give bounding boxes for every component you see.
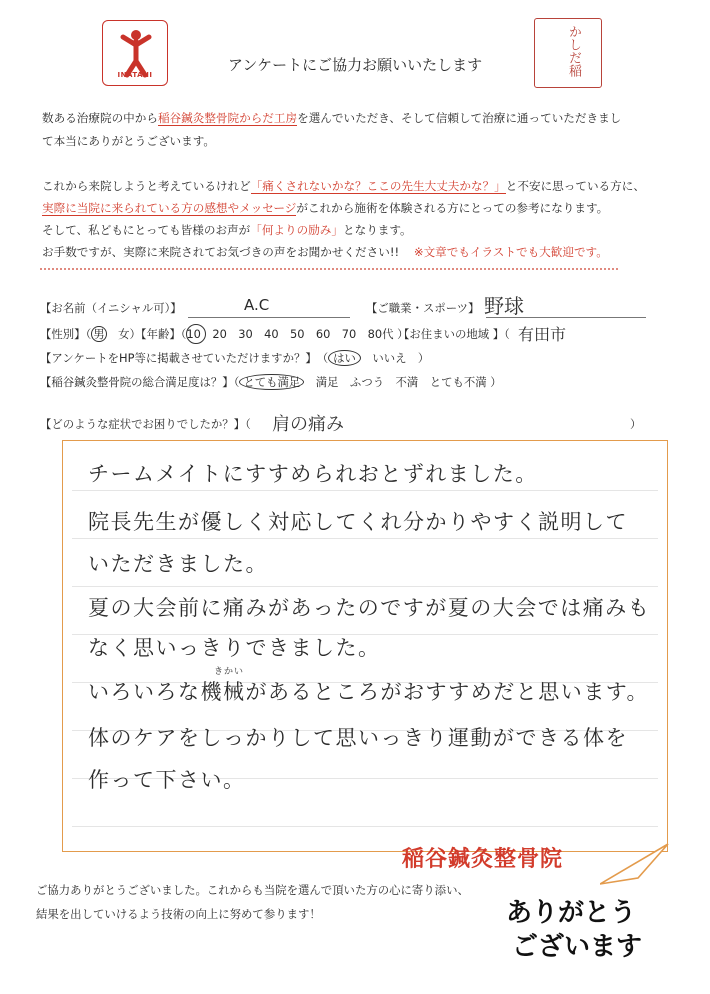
purpose-line-2: 実際に当院に来られている方の感想やメッセージがこれから施術を体験される方にとっての参考になります。 — [42, 201, 609, 215]
area-value: 有田市 — [518, 325, 567, 344]
welcome-note: ※文章でもイラストでも大歓迎です。 — [413, 245, 608, 259]
age-selected-circle — [186, 324, 206, 344]
card-rule — [72, 490, 658, 491]
logo-text: INATANI — [117, 71, 153, 79]
intro-line-1: 数ある治療院の中から稲谷鍼灸整骨院からだ工房を選んでいただき、そして信頼して治療に通っていただきまし — [42, 111, 622, 125]
clinic-name: 稲谷鍼灸整骨院 — [402, 847, 564, 872]
message-line: 体のケアをしっかりして思いっきり運動ができる体を — [88, 726, 628, 750]
symptom-close: ） — [630, 417, 642, 431]
sex-age-row: 【性別】（ 男 女）【年齢】（10 20 30 40 50 60 70 80代 ） — [40, 327, 409, 341]
message-line: 作って下さい。 — [88, 768, 246, 792]
folded-corner-icon — [600, 842, 672, 886]
purpose-line-1: これから来院しようと考えているけれど「痛くされないかな？ここの先生大丈夫かな？」と不安に思っている方に、 — [42, 179, 645, 193]
card-rule — [72, 826, 658, 827]
closing-line-2: 結果を出していけるよう技術の向上に努めて参ります！ — [36, 907, 321, 921]
message-line: チームメイトにすすめられおとずれました。 — [88, 462, 538, 486]
purpose-line-4: お手数ですが、実際に来院されてお気づきの声をお聞かせください!! ※文章でもイラストでも大歓迎です。 — [42, 245, 608, 259]
hanko-stamp — [534, 18, 602, 88]
symptom-value: 肩の痛み — [272, 414, 344, 435]
name-label: 【お名前（イニシャル可）】 — [40, 301, 182, 315]
stamp-text: かしだ稲 — [566, 25, 581, 77]
message-line: 夏の大会前に痛みがあったのですが夏の大会では痛みも — [88, 596, 651, 620]
card-rule — [72, 538, 658, 539]
message-line: いただきました。 — [88, 552, 268, 576]
message-line: いろいろな機械があるところがおすすめだと思います。 — [88, 680, 650, 704]
divider — [40, 268, 618, 270]
card-rule — [72, 586, 658, 587]
name-value: A.C — [244, 296, 270, 314]
clinic-name-highlight: 稲谷鍼灸整骨院からだ工房 — [157, 111, 298, 125]
closing-line-1: ご協力ありがとうございました。これからも当院を選んで頂いた方の心に寄り添い、 — [36, 883, 469, 897]
job-label: 【ご職業・スポーツ】 — [366, 301, 480, 315]
satisfaction-option-selected: とても満足 — [239, 374, 304, 390]
job-value: 野球 — [484, 294, 524, 318]
sex-male-option: 男 — [93, 327, 105, 341]
page-title: アンケートにご協力お願いいたします — [228, 56, 483, 74]
furigana: きかい — [214, 667, 245, 677]
intro-line-2: て本当にありがとうございます。 — [42, 134, 215, 148]
purpose-line-3: そして、私どもにとっても皆様のお声が「何よりの励み」となります。 — [42, 223, 412, 237]
name-underline — [188, 316, 350, 318]
thanks-handwriting: ありがとう ございます — [506, 898, 643, 962]
message-line: 院長先生が優しく対応してくれ分かりやすく説明して — [88, 510, 628, 534]
clinic-logo — [102, 20, 168, 86]
area-label: 【お住まいの地域 】（ — [398, 327, 510, 341]
hp-yes-option: はい — [328, 350, 361, 366]
symptom-label: 【どのような症状でお困りでしたか？】（ — [40, 417, 251, 431]
hp-row: 【アンケートをHP等に掲載させていただけますか？】 （ はい いいえ ） — [40, 351, 430, 365]
message-line: なく思いっきりできました。 — [88, 636, 381, 660]
satisfaction-row: 【稲谷鍼灸整骨院の総合満足度は？】（ とても満足 満足 ふつう 不満 とても不満 ） — [40, 375, 502, 389]
